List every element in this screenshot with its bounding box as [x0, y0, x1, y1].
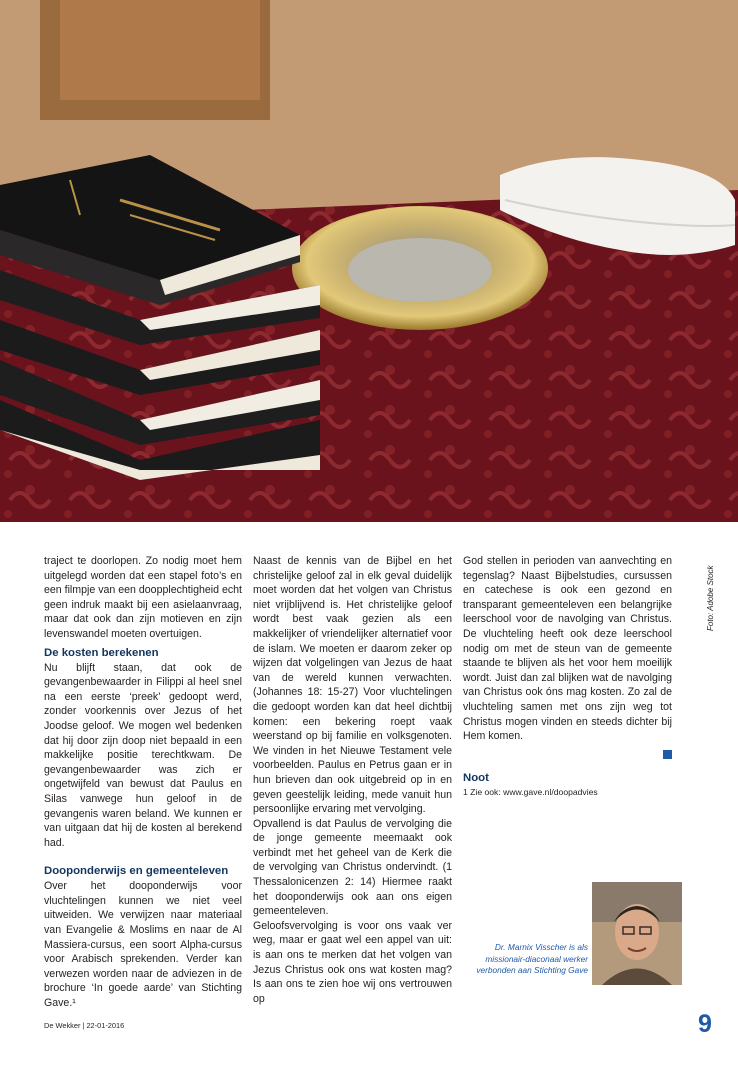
paragraph: Over het dooponderwijs voor vluchtelingen kunnen we niet veel uitweiden. We verwijzen naar materiaal van Evangelie & Moslims en naar de Al Massiera-cursus, een soort Alpha-cursus voor Arabisch sprekenden. Verder kan verwezen worden naar de adviezen in de brochure ‘In goede aarde’ van Stichting Gave.¹: [44, 880, 242, 1010]
header-photo: [0, 0, 738, 522]
column-1: [44, 554, 242, 1011]
paragraph: Geloofsvervolging is voor ons vaak ver weg, maar er gaat wel een appel van uit: is aan ons te merken dat het volgen van Jezus Christus ook ons wat kosten mag? Is aan ons te zien hoe wij ons vertrouwen op: [253, 919, 452, 1005]
paragraph: traject te doorlopen. Zo nodig moet hem uitgelegd worden dat een stapel foto’s en een filmpje van een doopplechtigheid echt geen indruk maakt bij een asielaanvraag, maar dat ook dan zijn motieven en zijn levenswandel moeten overtuigen.: [44, 555, 242, 640]
section-heading-kosten: De kosten berekenen: [44, 646, 159, 659]
footnote-1: 1 Zie ook: www.gave.nl/doopadvies: [463, 786, 598, 797]
end-of-article-mark-icon: [663, 750, 672, 759]
column-2: [253, 554, 452, 1006]
paragraph: Nu blijft staan, dat ook de gevangenbewaarder in Filippi al heel snel na een eerste ‘preek’ gedoopt werd, zonder voorkennis over Jezus of het Joodse geloof. We mogen wel bedenken dat hij door zijn doop niet bepaald in een makkelijke positie terechtkwam. De gevangenbewaarder was zich er ongetwijfeld van bewust dat Paulus en Silas vanwege hun geloof in de gevangenis waren beland. We kunnen er van uitgaan dat hij de kosten al berekend had.: [44, 661, 242, 849]
footer-publication: De Wekker | 22-01-2016: [44, 1021, 125, 1030]
column-3: [463, 554, 672, 798]
portrait-image: [592, 882, 682, 985]
photo-illustration: [0, 0, 738, 522]
note-heading: Noot: [463, 771, 489, 784]
paragraph: Naast de kennis van de Bijbel en het christelijke geloof zal in elk geval duidelijk moet worden dat het volgen van Christus niet vrijblijvend is. Het christelijke geloof wordt best vaak gezien als een makkelijker of vriendelijker alternatief voor de islam. We moeten er daarom zeker op wijzen dat volgelingen van Jezus de haat van de wereld kunnen verwachten. (Johannes 18: 15-27) Voor vluchtelingen die gedoopt worden kan dat heel dichtbij komen: een bekering roept vaak weerstand op bij familie en volksgenoten. We vinden in het Nieuwe Testament vele voorbeelden. Paulus en Petrus gaan er in hun brieven dan ook uitgebreid op in en geven geestelijk leiding, mede vanuit hun persoonlijke ervaring met vervolging.: [253, 555, 452, 816]
author-caption: Dr. Marnix Visscher is als missionair-diaconaal werker verbonden aan Stichting Gave: [476, 942, 588, 975]
page-number: 9: [698, 1010, 712, 1038]
paragraph: God stellen in perioden van aanvechting en tegenslag? Naast Bijbelstudies, cursussen en catechese is ook een gezond en transparant gemeenteleven een belangrijke leerschool voor de navolging van Christus. De vluchteling heeft ook deze leerschool nodig om met de steun van de gemeente staande te blijven als het voor hem moeilijk wordt. Juist dan zal blijken wat de navolging van Christus ook óns mag kosten. Zo zal de vluchteling samen met ons zijn weg tot Christus mogen vinden en steeds dichter bij Hem komen.: [463, 555, 672, 743]
photo-credit: Foto: Adobe Stock: [706, 565, 715, 631]
paragraph: Opvallend is dat Paulus de vervolging die de jonge gemeente meemaakt ook verbindt met het geheel van de Kerk die de vervolging van Christus ondervindt. (1 Thessalonicenzen 2: 14) Hiermee raakt het dooponderwijs ook aan ons eigen gemeenteleven.: [253, 817, 452, 918]
section-heading-dooponderwijs: Dooponderwijs en gemeenteleven: [44, 865, 229, 878]
author-portrait: [592, 882, 682, 985]
